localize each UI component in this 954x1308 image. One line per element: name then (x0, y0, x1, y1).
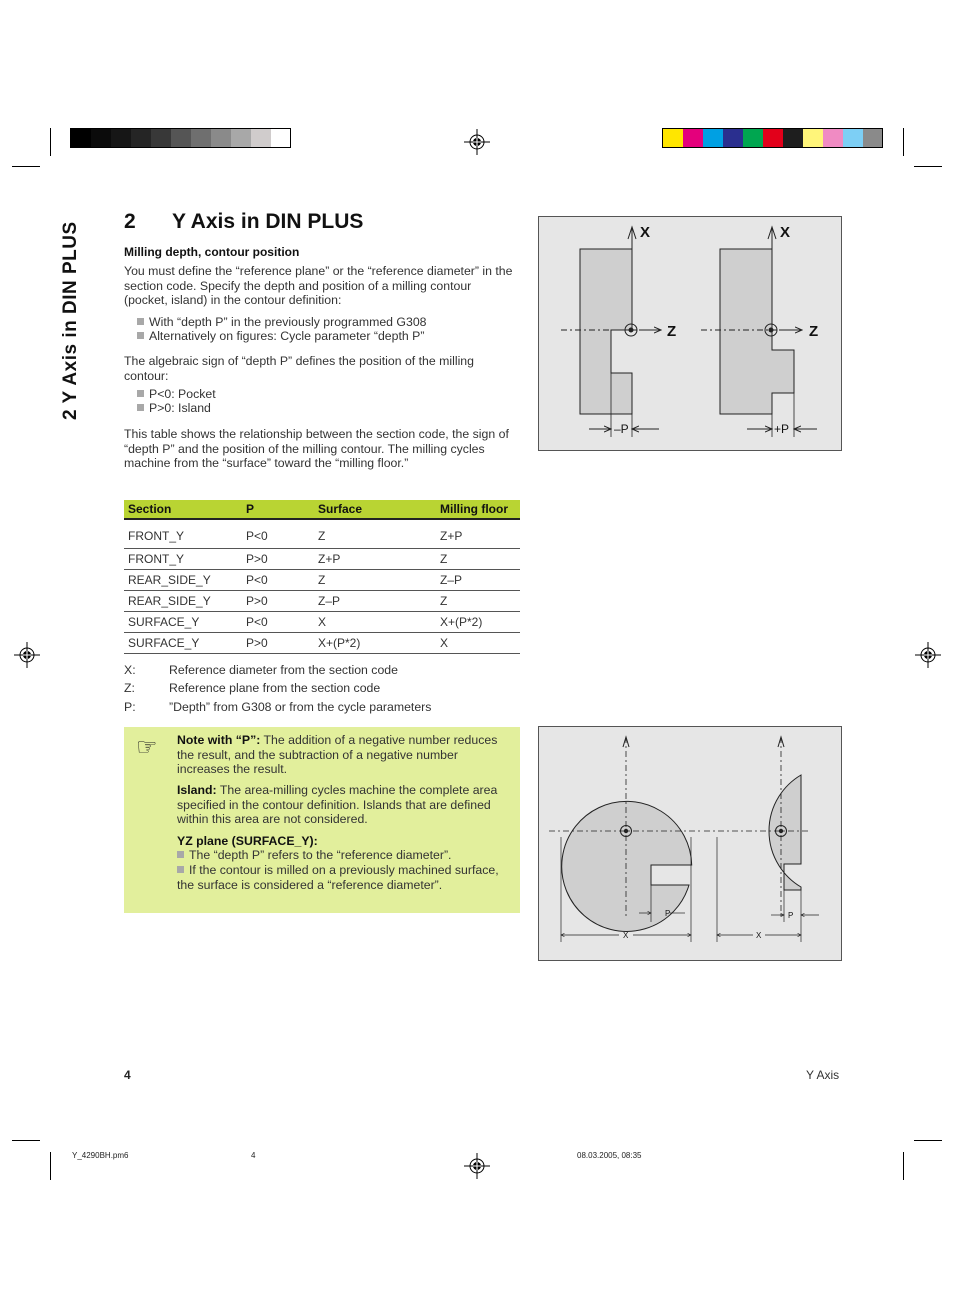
figure-surface-sections (538, 726, 842, 961)
column-header: Section (124, 500, 242, 519)
table-row: FRONT_Y P>0 Z+P Z (124, 549, 520, 570)
color-bar (662, 128, 883, 148)
axis-label-z: Z (809, 323, 819, 340)
crop-mark (50, 128, 51, 156)
registration-target-icon (464, 129, 490, 155)
legend-item: Z: Reference plane from the section code (124, 681, 381, 695)
grayscale-bar (70, 128, 291, 148)
list-item: P>0: Island (137, 401, 211, 415)
disc-pocket-shape (562, 801, 692, 931)
list-item: If the contour is milled on a previously machined surface, the surface is considered a “reference diameter”. (177, 863, 499, 892)
list-item: P<0: Pocket (137, 387, 216, 401)
print-file-name: Y_4290BH.pm6 (72, 1151, 129, 1160)
legend-item: P: ”Depth” from G308 or from the cycle parameters (124, 700, 432, 714)
bullet-square-icon (137, 390, 144, 397)
table-intro-paragraph: This table shows the relationship between the section code, the sign of “depth P” and the position of the milling contour. The milling cycles machine from the “surface” toward the “milling floor.” (124, 427, 509, 470)
pointing-hand-icon: ☞ (136, 734, 158, 761)
crop-mark (903, 1152, 904, 1180)
bullet-square-icon (177, 866, 184, 873)
table-row: REAR_SIDE_Y P>0 Z–P Z (124, 591, 520, 612)
list-item: Alternatively on figures: Cycle parameter “depth P” (137, 329, 424, 343)
list-item: The “depth P” refers to the “reference diameter”. (177, 848, 502, 863)
figure-depth-sections (538, 216, 842, 451)
dimension-label-x: X (623, 931, 629, 940)
side-chapter-title: 2 Y Axis in DIN PLUS (60, 221, 81, 420)
chapter-number: 2 (124, 210, 136, 233)
section-subheading: Milling depth, contour position (124, 245, 300, 259)
note-box (124, 727, 520, 913)
registration-target-icon (915, 642, 941, 668)
note-island-paragraph: Island: The area-milling cycles machine the complete area specified in the contour definition. Islands that are defined within this area are not considered. (177, 783, 498, 826)
crop-mark (12, 1140, 40, 1141)
registration-target-icon (464, 1153, 490, 1179)
crop-mark (50, 1152, 51, 1180)
page-number: 4 (124, 1068, 131, 1082)
legend-item: X: Reference diameter from the section code (124, 663, 398, 677)
note-yz-heading: YZ plane (SURFACE_Y): (177, 834, 318, 848)
bullet-square-icon (137, 318, 144, 325)
workpiece-pocket-shape (580, 249, 632, 414)
dimension-label-p: P (665, 909, 671, 918)
crop-mark (914, 166, 942, 167)
intro-paragraph: You must define the “reference plane” or the “reference diameter” in the section code. Specify the depth and position of a milling contour (pocket, island) in the contour definition: (124, 264, 513, 307)
bullet-square-icon (137, 332, 144, 339)
list-item: With “depth P” in the previously programmed G308 (137, 315, 427, 329)
column-header: P (242, 500, 314, 519)
registration-target-icon (14, 642, 40, 668)
footer-section-title: Y Axis (806, 1068, 840, 1082)
disc-island-shape (769, 775, 801, 890)
column-header: Milling floor (436, 500, 520, 519)
table-row: FRONT_Y P<0 Z Z+P (124, 519, 520, 549)
bullet-square-icon (177, 851, 184, 858)
crop-mark (12, 166, 40, 167)
column-header: Surface (314, 500, 436, 519)
table-row: SURFACE_Y P>0 X+(P*2) X (124, 633, 520, 654)
crop-mark (914, 1140, 942, 1141)
section-code-table (124, 500, 520, 654)
dimension-label-x: X (756, 931, 762, 940)
table-header-row (124, 500, 520, 519)
crop-mark (903, 128, 904, 156)
dimension-label-pos-p: +P (774, 422, 790, 436)
sign-paragraph: The algebraic sign of “depth P” defines the position of the milling contour: (124, 354, 474, 383)
bullet-square-icon (137, 404, 144, 411)
dimension-label-neg-p: –P (614, 422, 629, 436)
axis-label-z: Z (667, 323, 677, 340)
chapter-heading (124, 210, 363, 234)
print-page-number: 4 (251, 1151, 256, 1160)
axis-label-x: X (780, 224, 791, 241)
axis-label-x: X (640, 224, 651, 241)
table-row: REAR_SIDE_Y P<0 Z Z–P (124, 570, 520, 591)
table-row: SURFACE_Y P<0 X X+(P*2) (124, 612, 520, 633)
note-p-paragraph: Note with “P”: The addition of a negative number reduces the result, and the subtraction of a negative number increases the result. (177, 733, 498, 776)
chapter-title: Y Axis in DIN PLUS (172, 210, 364, 233)
workpiece-island-shape (720, 249, 794, 414)
print-timestamp: 08.03.2005, 08:35 (577, 1151, 642, 1160)
dimension-label-p: P (788, 911, 794, 920)
